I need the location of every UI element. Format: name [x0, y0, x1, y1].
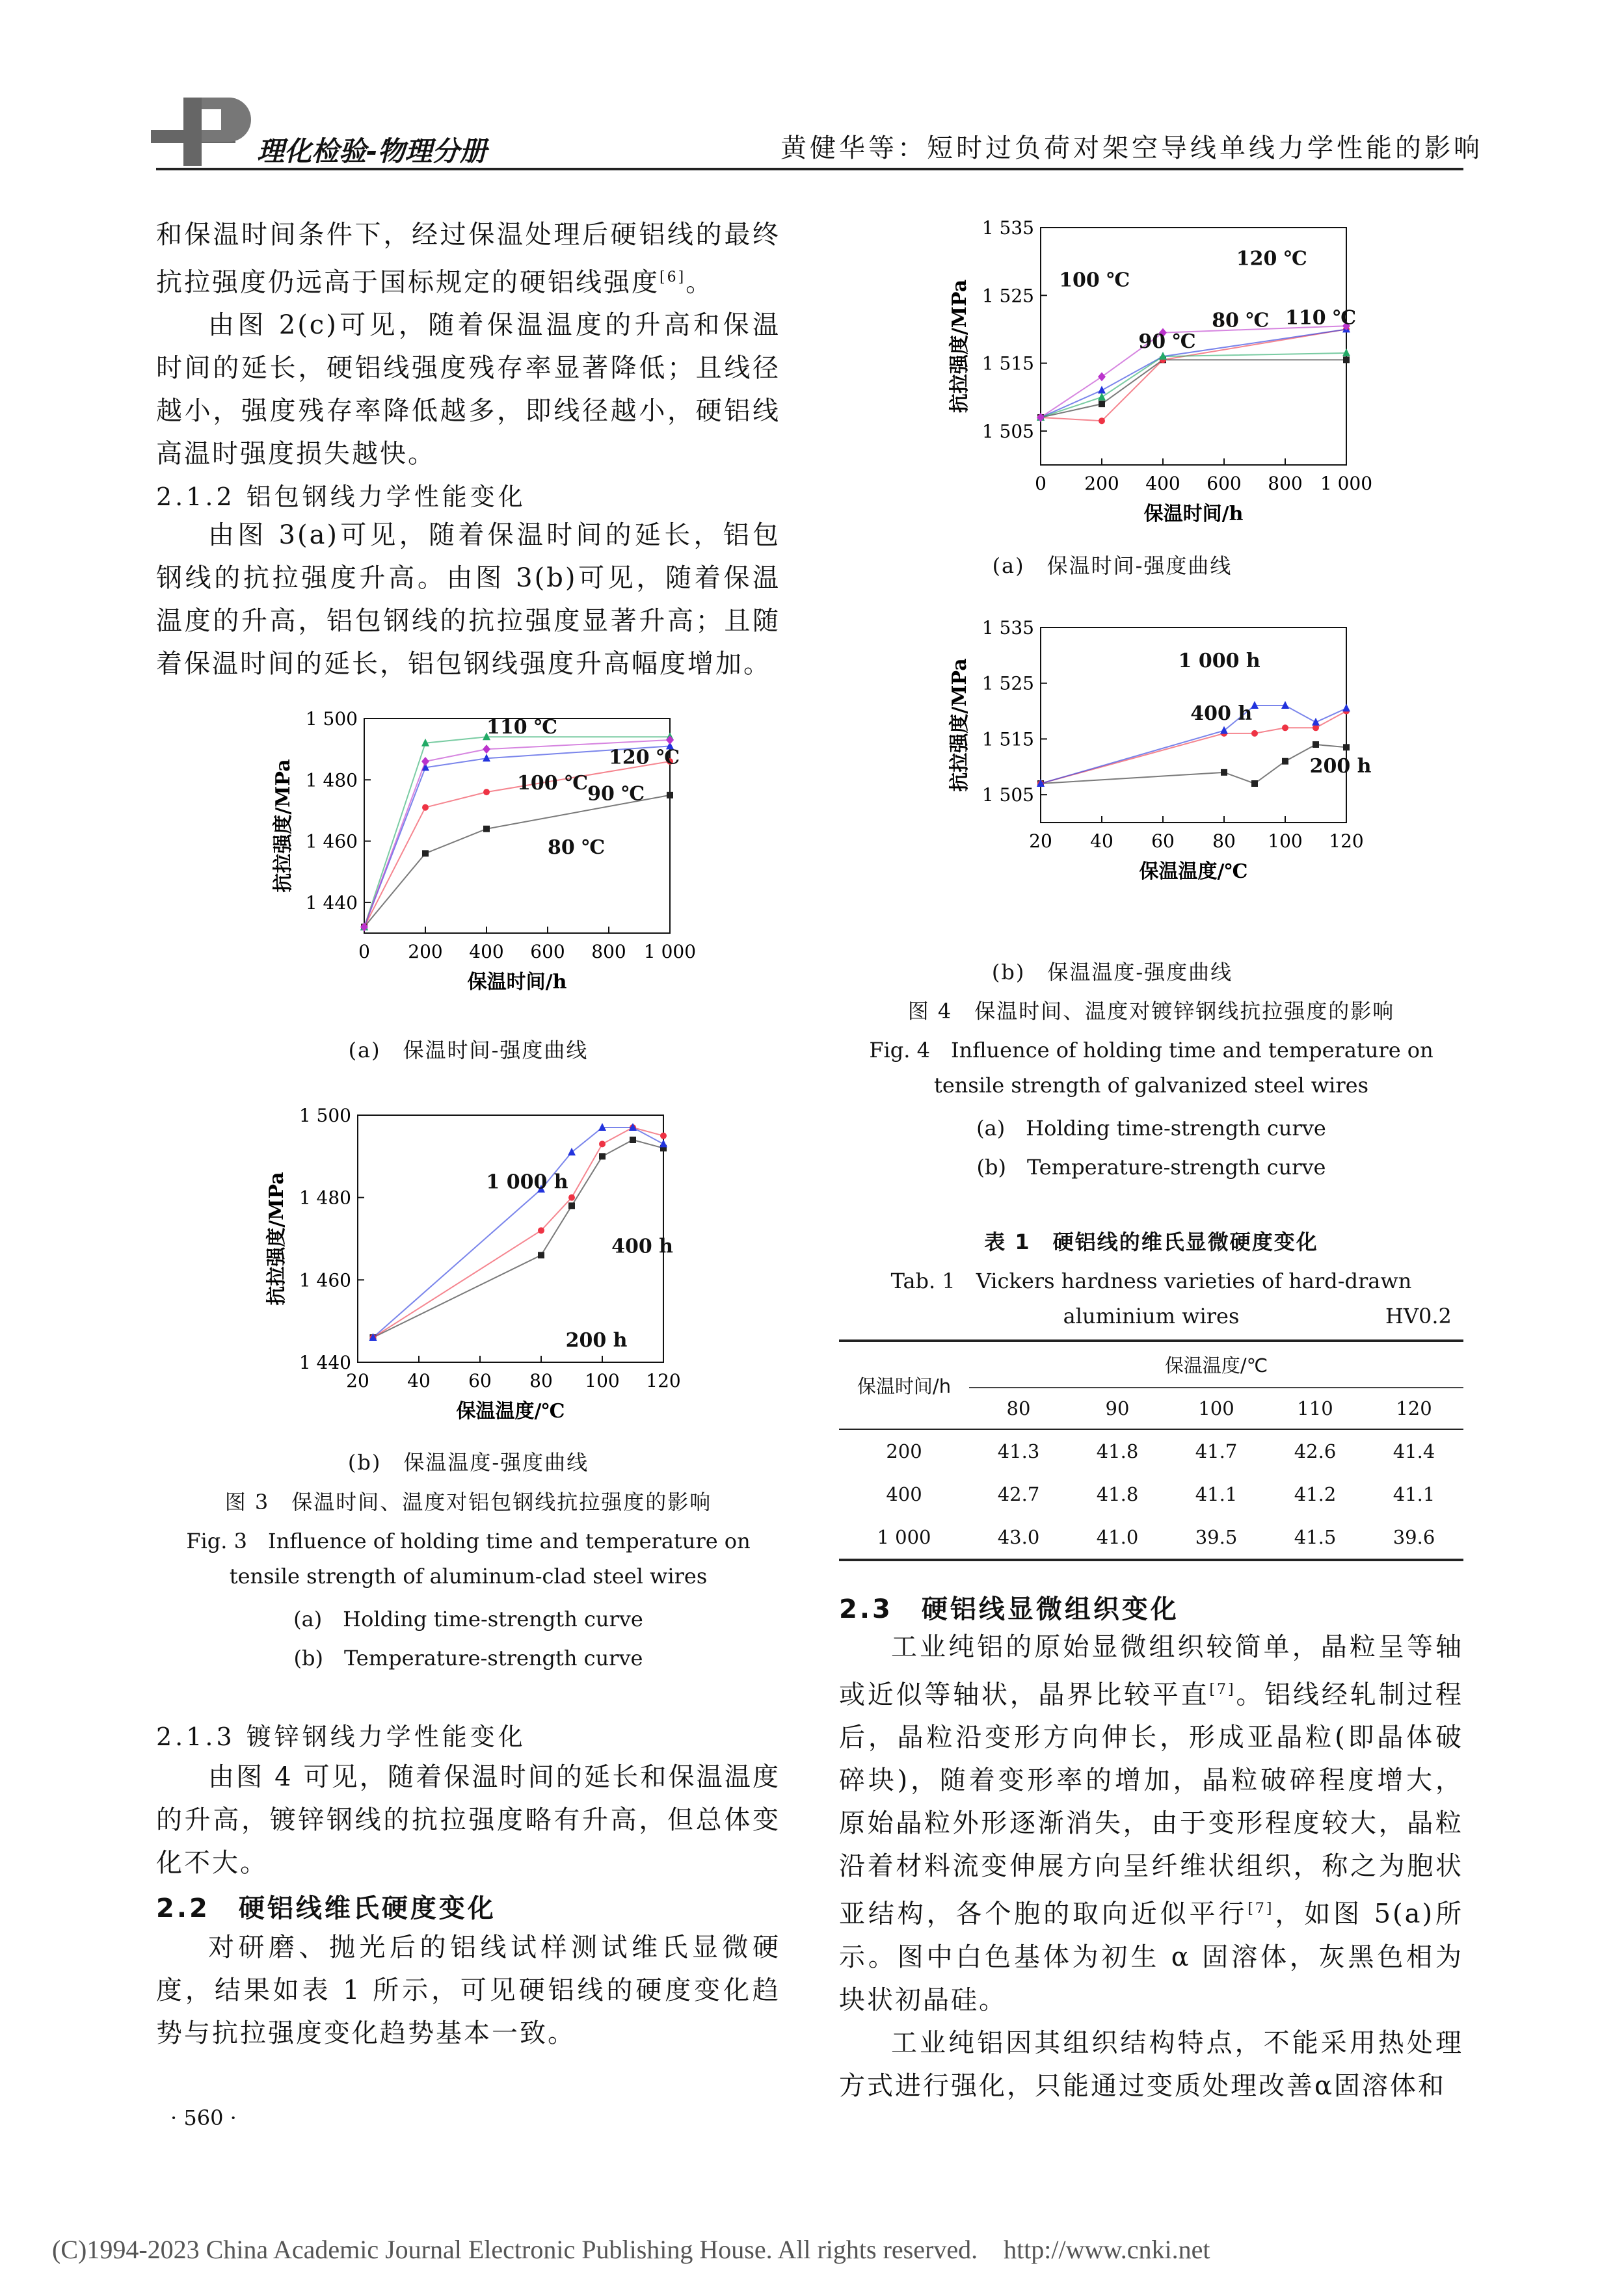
data-point — [1220, 726, 1228, 734]
table1-value-cell: 41.8 — [1096, 1483, 1139, 1505]
fig3b-subcaption: (b) 保温温度-强度曲线 — [347, 1450, 589, 1475]
fig4-caption-en-3: (a) Holding time-strength curve — [976, 1116, 1326, 1141]
fig4-caption-en-2: tensile strength of galvanized steel wires — [933, 1073, 1369, 1098]
section-2-1-3-title: 2.1.3 镀锌钢线力学性能变化 — [156, 1722, 526, 1751]
series-line — [1041, 745, 1346, 784]
x-tick-label: 40 — [407, 1370, 431, 1392]
table-row — [839, 1516, 1463, 1560]
data-point — [1313, 741, 1319, 748]
data-point — [568, 1194, 575, 1201]
chart-fig3b — [215, 1099, 709, 1437]
x-tick-label: 800 — [1268, 473, 1303, 494]
section-2-2-title: 2.2 硬铝线维氏硬度变化 — [156, 1894, 496, 1923]
y-tick-label: 1 515 — [981, 352, 1034, 375]
series-annotation: 200 h — [565, 1328, 628, 1352]
x-axis-label: 保温时间/h — [467, 971, 567, 994]
table-row — [839, 1429, 1463, 1473]
section-2-3-title: 2.3 硬铝线显微组织变化 — [839, 1594, 1179, 1624]
fig4-caption-en-1: Fig. 4 Influence of holding time and temperature on — [869, 1038, 1433, 1062]
y-tick-label: 1 500 — [305, 708, 358, 730]
x-tick-label: 20 — [1029, 830, 1052, 852]
data-point — [483, 745, 490, 754]
x-tick-label: 600 — [1206, 473, 1242, 494]
y-axis-label: 抗拉强度/MPa — [948, 658, 971, 792]
series-annotation: 110 ℃ — [1285, 306, 1357, 330]
table1-value-cell: 41.3 — [997, 1440, 1040, 1462]
fig3a-subcaption: (a) 保温时间-强度曲线 — [348, 1038, 589, 1062]
series-annotation: 100 ℃ — [517, 772, 589, 795]
table1-unit: HV0.2 — [1385, 1304, 1452, 1328]
fig4b-subcaption: (b) 保温温度-强度曲线 — [991, 960, 1233, 984]
table1-temp-header: 90 — [1068, 1388, 1167, 1429]
x-tick-label: 200 — [408, 941, 443, 962]
data-point — [1251, 780, 1258, 787]
table1-value-cell: 39.6 — [1393, 1526, 1435, 1548]
series-annotation: 400 h — [1190, 702, 1253, 725]
y-tick-label: 1 500 — [299, 1105, 351, 1126]
series-line — [373, 1128, 664, 1338]
fig4-caption-en-4: (b) Temperature-strength curve — [976, 1155, 1326, 1180]
y-axis-label: 抗拉强度/MPa — [272, 759, 295, 893]
y-axis-label: 抗拉强度/MPa — [948, 279, 971, 414]
x-tick-label: 0 — [1035, 473, 1046, 494]
data-point — [422, 850, 429, 856]
series-annotation: 400 h — [611, 1235, 673, 1258]
y-tick-label: 1 535 — [981, 217, 1034, 239]
x-tick-label: 0 — [358, 941, 370, 962]
fig4a-subcaption: (a) 保温时间-强度曲线 — [992, 553, 1233, 578]
table1-caption-en-2: aluminium wires — [1063, 1304, 1240, 1328]
paragraph-7: 工业纯铝因其组织结构特点，不能采用热处理方式进行强化，只能通过变质处理改善α固溶体和 — [839, 2027, 1463, 2101]
y-tick-label: 1 505 — [981, 784, 1034, 806]
x-tick-label: 80 — [1212, 830, 1236, 852]
data-point — [1342, 704, 1350, 711]
table1-value-cell: 41.1 — [1393, 1483, 1435, 1505]
table1-value-cell: 41.0 — [1096, 1526, 1139, 1548]
x-tick-label: 1 000 — [643, 941, 697, 962]
data-point — [630, 1137, 636, 1143]
y-tick-label: 1 480 — [305, 769, 358, 791]
paragraph-5: 对研磨、抛光后的铝线试样测试维氏显微硬度，结果如表 1 所示，可见硬铝线的硬度变化趋势与抗拉强度变化趋势基本一致。 — [156, 1933, 780, 2048]
data-point — [1282, 758, 1288, 765]
left-text-mid — [156, 514, 780, 685]
series-annotation: 120 ℃ — [609, 746, 680, 769]
y-tick-label: 1 460 — [305, 830, 358, 852]
table1-value-cell: 41.5 — [1294, 1526, 1337, 1548]
y-tick-label: 1 480 — [299, 1187, 351, 1209]
series-annotation: 80 ℃ — [548, 836, 606, 859]
right-text — [839, 1626, 1463, 2107]
data-point — [1098, 386, 1106, 393]
x-tick-label: 400 — [1145, 473, 1180, 494]
series-annotation: 90 ℃ — [587, 782, 645, 806]
data-point — [1342, 349, 1350, 356]
paragraph-3: 由图 3(a)可见，随着保温时间的延长，铝包钢线的抗拉强度升高。由图 3(b)可见，随着保温温度的升高，铝包钢线的抗拉强度显著升高；且随着保温时间的延长，铝包钢线强度升高幅度增加。 — [156, 520, 780, 679]
series-annotation: 90 ℃ — [1138, 330, 1196, 354]
series-annotation: 1 000 h — [1178, 650, 1260, 672]
x-tick-label: 120 — [1329, 830, 1364, 852]
x-axis-label: 保温温度/℃ — [1139, 860, 1248, 883]
series-line — [373, 1128, 664, 1338]
data-point — [599, 1153, 606, 1159]
y-tick-label: 1 515 — [981, 728, 1034, 750]
x-tick-label: 600 — [530, 941, 565, 962]
y-tick-label: 1 440 — [305, 891, 358, 914]
data-point — [1313, 724, 1319, 731]
y-tick-label: 1 535 — [981, 617, 1034, 639]
data-point — [422, 804, 429, 811]
x-tick-label: 1 000 — [1320, 473, 1373, 494]
x-tick-label: 400 — [469, 941, 504, 962]
x-tick-label: 100 — [1268, 830, 1303, 852]
chart-fig3a — [215, 702, 709, 1021]
data-point — [1098, 393, 1106, 401]
journal-logo — [151, 91, 255, 169]
header-rule — [156, 168, 1463, 170]
table1-caption-zh: 表 1 硬铝线的维氏显微硬度变化 — [984, 1230, 1318, 1254]
left-text-top — [156, 213, 780, 475]
data-point — [421, 757, 429, 766]
series-annotation: 100 ℃ — [1059, 269, 1130, 292]
series-annotation: 200 h — [1309, 755, 1372, 778]
table1-time-cell: 1 000 — [877, 1526, 931, 1548]
table1-colhead: 保温温度/℃ — [969, 1341, 1463, 1388]
table1-value-cell: 42.7 — [997, 1483, 1040, 1505]
x-tick-label: 60 — [468, 1370, 492, 1392]
series-annotation: 80 ℃ — [1212, 309, 1270, 332]
fig3-caption-en-4: (b) Temperature-strength curve — [293, 1646, 643, 1670]
table1-value-cell: 41.7 — [1195, 1440, 1238, 1462]
table1-temp-header: 120 — [1365, 1388, 1463, 1429]
paragraph-1: 和保温时间条件下，经过保温处理后硬铝线的最终抗拉强度仍远高于国标规定的硬铝线强度[6]。 — [156, 220, 780, 298]
x-tick-label: 200 — [1084, 473, 1119, 494]
table1-value-cell: 41.2 — [1294, 1483, 1337, 1505]
table1-value-cell: 41.4 — [1393, 1440, 1435, 1462]
running-title: 黄健华等：短时过负荷对架空导线单线力学性能的影响 — [780, 133, 1483, 163]
table1-value-cell: 43.0 — [997, 1526, 1040, 1548]
data-point — [1099, 401, 1105, 407]
x-tick-label: 20 — [346, 1370, 369, 1392]
data-point — [1099, 417, 1105, 424]
table1-rowhead: 保温时间/h — [839, 1341, 969, 1429]
series-annotation: 120 ℃ — [1236, 247, 1307, 271]
x-axis-label: 保温温度/℃ — [456, 1400, 565, 1423]
data-point — [538, 1252, 544, 1258]
data-point — [1343, 744, 1350, 750]
fig3-caption-en-3: (a) Holding time-strength curve — [293, 1607, 643, 1631]
x-tick-label: 80 — [529, 1370, 553, 1392]
y-axis-label: 抗拉强度/MPa — [265, 1172, 288, 1306]
table1-value-cell: 39.5 — [1195, 1526, 1238, 1548]
data-point — [568, 1148, 576, 1155]
series-line — [1041, 360, 1346, 417]
table-row — [839, 1473, 1463, 1516]
data-point — [1221, 769, 1227, 776]
section-2-1-2-title: 2.1.2 铝包钢线力学性能变化 — [156, 482, 526, 511]
table1-temp-header: 110 — [1266, 1388, 1365, 1429]
paragraph-2: 由图 2(c)可见，随着保温温度的升高和保温时间的延长，硬铝线强度残存率显著降低；且线径越小，强度残存率降低越多，即线径越小，硬铝线高温时强度损失越快。 — [156, 310, 780, 469]
fig3-caption-zh: 图 3 保温时间、温度对铝包钢线抗拉强度的影响 — [224, 1490, 712, 1514]
series-annotation: 1 000 h — [486, 1170, 568, 1194]
y-tick-label: 1 440 — [299, 1352, 351, 1373]
table1-value-cell: 42.6 — [1294, 1440, 1337, 1462]
data-point — [1343, 356, 1350, 363]
journal-name: 理化检验-物理分册 — [257, 135, 487, 167]
data-point — [568, 1202, 575, 1209]
fig4-caption-zh: 图 4 保温时间、温度对镀锌钢线抗拉强度的影响 — [907, 999, 1395, 1023]
chart-fig4b — [898, 611, 1392, 949]
table1-temp-header: 100 — [1167, 1388, 1266, 1429]
y-tick-label: 1 505 — [981, 420, 1034, 442]
logo-mark — [151, 91, 261, 169]
data-point — [1251, 730, 1258, 737]
data-point — [660, 1133, 667, 1139]
y-tick-label: 1 525 — [981, 672, 1034, 694]
chart-fig4a — [898, 208, 1392, 546]
table1-time-cell: 200 — [886, 1440, 922, 1462]
x-tick-label: 100 — [585, 1370, 620, 1392]
table1-time-cell: 400 — [886, 1483, 922, 1505]
table1-temp-header: 80 — [969, 1388, 1068, 1429]
series-line — [364, 795, 670, 927]
left-text-bottom — [156, 1756, 780, 1884]
data-point — [483, 826, 490, 832]
table1-value-cell: 41.1 — [1195, 1483, 1238, 1505]
data-point — [660, 1139, 667, 1147]
x-axis-label: 保温时间/h — [1143, 503, 1244, 525]
table1-value-cell: 41.8 — [1096, 1440, 1139, 1462]
data-point — [667, 792, 673, 798]
x-tick-label: 60 — [1151, 830, 1175, 852]
left-text-end — [156, 1926, 780, 2055]
x-tick-label: 800 — [591, 941, 626, 962]
table1 — [839, 1339, 1463, 1561]
paragraph-6: 工业纯铝的原始显微组织较简单，晶粒呈等轴或近似等轴状，晶界比较平直[7]。铝线经轧制过程后，晶粒沿变形方向伸长，形成亚晶粒(即晶体破碎块)，随着变形率的增加，晶粒破碎程度增大，原始晶粒外形逐渐消失，由于变形程度较大，晶粒沿着材料流变伸展方向呈纤维状组织，称之为胞状亚结构，各个胞的取向近似平行[7]，如图 5(a)所示。图中白色基体为初生 α 固溶体，灰黑色相为块状初晶硅。 — [839, 1632, 1464, 2015]
fig3-caption-en-2: tensile strength of aluminum-clad steel wires — [229, 1564, 708, 1589]
fig3-caption-en-1: Fig. 3 Influence of holding time and temperature on — [186, 1529, 751, 1553]
x-tick-label: 120 — [646, 1370, 681, 1392]
page-number: · 560 · — [170, 2105, 237, 2130]
x-tick-label: 40 — [1090, 830, 1113, 852]
series-annotation: 110 ℃ — [487, 716, 558, 739]
data-point — [538, 1227, 544, 1234]
data-point — [599, 1141, 606, 1147]
y-tick-label: 1 525 — [981, 285, 1034, 307]
data-point — [1098, 372, 1106, 381]
table1-caption-en-1: Tab. 1 Vickers hardness varieties of hard-drawn — [890, 1269, 1412, 1293]
data-point — [483, 789, 490, 795]
paragraph-4: 由图 4 可见，随着保温时间的延长和保温温度的升高，镀锌钢线的抗拉强度略有升高，但总体变化不大。 — [156, 1762, 780, 1878]
y-tick-label: 1 460 — [299, 1269, 351, 1291]
data-point — [1282, 724, 1288, 731]
copyright-footer: (C)1994-2023 China Academic Journal Electronic Publishing House. All rights reserved. http://www.cnki.net — [52, 2235, 1210, 2264]
